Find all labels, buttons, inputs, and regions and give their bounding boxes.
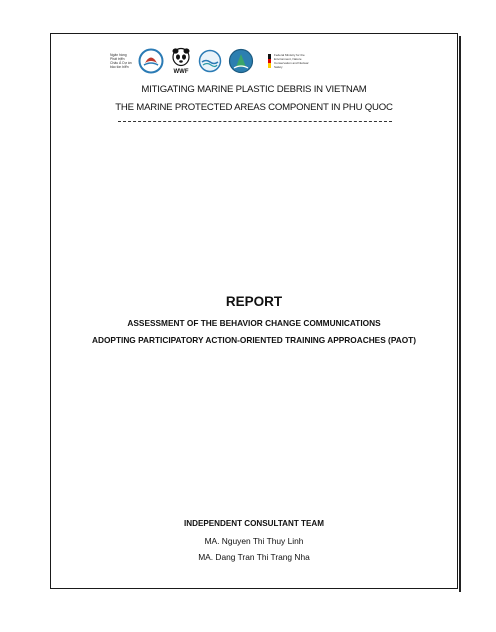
org1-logo-text: Ngân hàng Phát triển Châu Á Dự án bảo tồn biển	[110, 53, 132, 69]
author-2: MA. Dang Tran Thi Trang Nha	[198, 552, 310, 562]
german-flag-icon	[268, 54, 271, 68]
phu-quoc-mpa-logo	[228, 48, 254, 74]
report-subtitle-2: ADOPTING PARTICIPATORY ACTION-ORIENTED TRAINING APPROACHES (PAOT)	[91, 335, 417, 345]
german-ministry-logo	[268, 53, 310, 69]
wwf-panda-logo	[170, 47, 192, 75]
team-label: INDEPENDENT CONSULTANT TEAM	[184, 519, 324, 528]
logo-bar	[110, 44, 390, 78]
report-subtitle-1: ASSESSMENT OF THE BEHAVIOR CHANGE COMMUNICATIONS	[127, 318, 381, 328]
round-blue-logo	[198, 49, 222, 73]
header-divider	[118, 121, 392, 122]
page-border	[50, 33, 458, 589]
report-title: REPORT	[225, 294, 283, 309]
header-line-1: MITIGATING MARINE PLASTIC DEBRIS IN VIETNAM	[141, 84, 367, 95]
wwf-label: WWF	[173, 69, 189, 75]
header-line-2: THE MARINE PROTECTED AREAS COMPONENT IN PHU QUOC	[115, 102, 393, 113]
org1-logo	[110, 53, 132, 69]
author-1: MA. Nguyen Thi Thuy Linh	[204, 536, 304, 546]
german-ministry-text: Federal Ministry for the Environment, Nature Conservation and Nuclear Safety	[274, 53, 309, 69]
institute-logo	[138, 48, 164, 74]
